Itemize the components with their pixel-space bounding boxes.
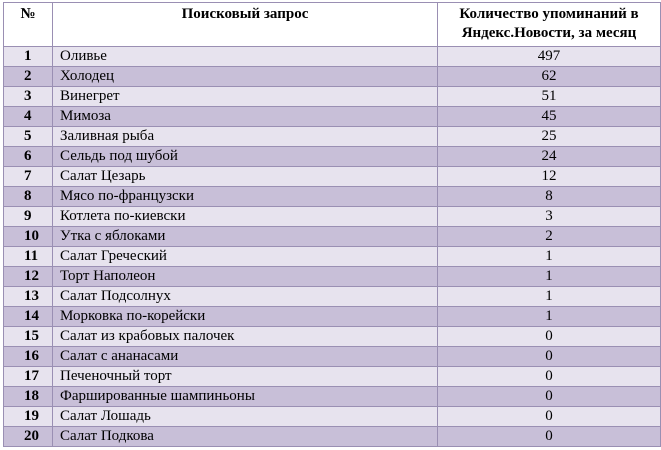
row-number-cell: 1 [4,47,53,67]
row-count-cell: 8 [438,187,661,207]
row-count-cell: 0 [438,427,661,447]
table-row [4,227,661,247]
row-number-cell: 4 [4,107,53,127]
table-row [4,407,661,427]
header-mention-count: Количество упоминаний в Яндекс.Новости, за месяц [438,3,661,47]
row-query-cell: Винегрет [53,87,438,107]
header-number: № [4,3,53,47]
row-count-cell: 45 [438,107,661,127]
row-count-cell: 3 [438,207,661,227]
header-search-query: Поисковый запрос [53,3,438,47]
row-query-cell: Салат из крабовых палочек [53,327,438,347]
row-count-cell: 0 [438,367,661,387]
search-queries-table [3,2,661,447]
row-number-cell: 14 [4,307,53,327]
row-query-cell: Салат Цезарь [53,167,438,187]
table-row [4,247,661,267]
row-query-cell: Заливная рыба [53,127,438,147]
table-row [4,147,661,167]
row-query-cell: Утка с яблоками [53,227,438,247]
row-query-cell: Оливье [53,47,438,67]
row-count-cell: 2 [438,227,661,247]
table-row [4,367,661,387]
table-row [4,67,661,87]
table-row [4,87,661,107]
table-row [4,107,661,127]
table-row [4,327,661,347]
row-count-cell: 1 [438,267,661,287]
row-count-cell: 1 [438,247,661,267]
table-body [4,47,661,447]
table-row [4,207,661,227]
row-query-cell: Салат с ананасами [53,347,438,367]
row-query-cell: Морковка по-корейски [53,307,438,327]
row-number-cell: 15 [4,327,53,347]
row-query-cell: Салат Греческий [53,247,438,267]
row-number-cell: 11 [4,247,53,267]
row-query-cell: Салат Подкова [53,427,438,447]
table-row [4,187,661,207]
row-number-cell: 8 [4,187,53,207]
row-number-cell: 18 [4,387,53,407]
row-count-cell: 12 [438,167,661,187]
row-count-cell: 0 [438,387,661,407]
table-row [4,427,661,447]
row-number-cell: 20 [4,427,53,447]
row-query-cell: Фаршированные шампиньоны [53,387,438,407]
row-count-cell: 1 [438,287,661,307]
row-number-cell: 5 [4,127,53,147]
row-number-cell: 17 [4,367,53,387]
row-count-cell: 0 [438,407,661,427]
row-query-cell: Сельдь под шубой [53,147,438,167]
row-count-cell: 497 [438,47,661,67]
row-number-cell: 16 [4,347,53,367]
table-row [4,287,661,307]
row-count-cell: 1 [438,307,661,327]
row-number-cell: 12 [4,267,53,287]
row-query-cell: Мясо по-французски [53,187,438,207]
row-query-cell: Салат Лошадь [53,407,438,427]
row-number-cell: 19 [4,407,53,427]
search-queries-table-container [3,2,657,447]
table-row [4,127,661,147]
row-number-cell: 7 [4,167,53,187]
table-header-row [4,3,661,47]
row-count-cell: 25 [438,127,661,147]
row-query-cell: Салат Подсолнух [53,287,438,307]
table-row [4,347,661,367]
row-count-cell: 62 [438,67,661,87]
row-number-cell: 2 [4,67,53,87]
row-query-cell: Торт Наполеон [53,267,438,287]
row-count-cell: 0 [438,347,661,367]
table-row [4,307,661,327]
row-number-cell: 6 [4,147,53,167]
table-row [4,167,661,187]
row-query-cell: Мимоза [53,107,438,127]
table-row [4,47,661,67]
row-count-cell: 0 [438,327,661,347]
row-count-cell: 51 [438,87,661,107]
row-number-cell: 9 [4,207,53,227]
row-number-cell: 10 [4,227,53,247]
row-query-cell: Холодец [53,67,438,87]
row-query-cell: Котлета по-киевски [53,207,438,227]
row-number-cell: 13 [4,287,53,307]
row-number-cell: 3 [4,87,53,107]
table-row [4,267,661,287]
row-count-cell: 24 [438,147,661,167]
row-query-cell: Печеночный торт [53,367,438,387]
table-row [4,387,661,407]
